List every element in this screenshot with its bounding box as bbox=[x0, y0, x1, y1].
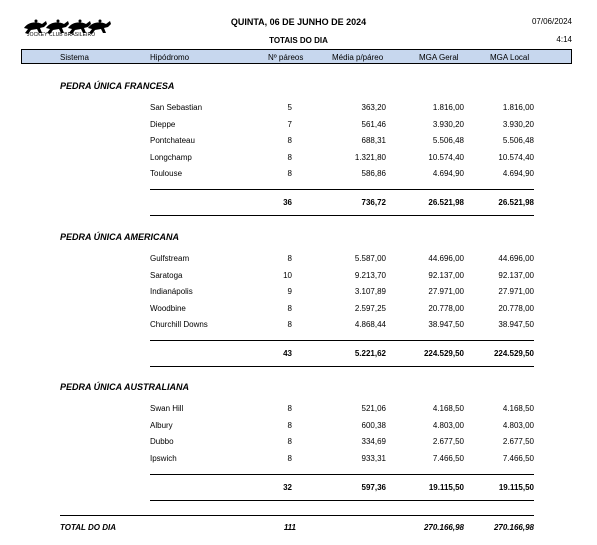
cell-pareos: 10 bbox=[283, 270, 292, 280]
cell-hipodromo: Woodbine bbox=[150, 303, 186, 313]
cell-pareos: 8 bbox=[287, 136, 292, 146]
cell-mga-local: 20.778,00 bbox=[498, 303, 534, 313]
cell-hipodromo: Dubbo bbox=[150, 437, 174, 447]
subtotal-mga-local: 19.115,50 bbox=[498, 482, 534, 492]
cell-pareos: 8 bbox=[287, 453, 292, 463]
cell-mga-local: 44.696,00 bbox=[498, 254, 534, 263]
subtotal-divider bbox=[150, 215, 534, 216]
cell-hipodromo: Gulfstream bbox=[150, 254, 190, 263]
rows-divider bbox=[150, 474, 534, 475]
report-title: QUINTA, 06 DE JUNHO DE 2024 bbox=[230, 17, 367, 27]
cell-media: 4.868,44 bbox=[354, 320, 386, 330]
cell-media: 9.213,70 bbox=[354, 270, 386, 280]
cell-media: 334,69 bbox=[361, 437, 386, 447]
cell-hipodromo: Churchill Downs bbox=[150, 320, 208, 330]
section-title: PEDRA ÚNICA AUSTRALIANA bbox=[60, 382, 189, 392]
cell-pareos: 9 bbox=[287, 287, 292, 297]
cell-pareos: 8 bbox=[287, 420, 292, 430]
col-pareos: Nº páreos bbox=[268, 53, 304, 62]
cell-mga-geral: 44.696,00 bbox=[428, 254, 464, 263]
col-mga-local: MGA Local bbox=[490, 53, 530, 62]
rows-divider bbox=[150, 189, 534, 190]
subtotal-media: 736,72 bbox=[361, 198, 386, 208]
cell-mga-local: 7.466,50 bbox=[502, 453, 534, 463]
cell-mga-geral: 1.816,00 bbox=[432, 103, 464, 112]
cell-mga-geral: 5.506,48 bbox=[432, 136, 464, 146]
cell-hipodromo: Longchamp bbox=[150, 152, 192, 162]
col-hipodromo: Hipódromo bbox=[150, 53, 190, 62]
section-title: PEDRA ÚNICA FRANCESA bbox=[60, 81, 175, 91]
subtotal-pareos: 43 bbox=[283, 349, 292, 359]
subtotal-mga-geral: 19.115,50 bbox=[428, 482, 464, 492]
cell-pareos: 8 bbox=[287, 320, 292, 330]
subtotal-mga-geral: 224.529,50 bbox=[423, 349, 464, 359]
cell-mga-geral: 27.971,00 bbox=[428, 287, 464, 297]
cell-hipodromo: Toulouse bbox=[150, 169, 183, 179]
cell-mga-local: 1.816,00 bbox=[502, 103, 534, 112]
cell-hipodromo: Albury bbox=[150, 420, 173, 430]
cell-mga-local: 4.168,50 bbox=[502, 404, 534, 413]
cell-hipodromo: Pontchateau bbox=[150, 136, 195, 146]
grand-total-pareos: 111 bbox=[283, 523, 296, 532]
subtotal-pareos: 32 bbox=[283, 482, 292, 492]
logo-caption: JOCKEY CLUB BRASILEIRO bbox=[27, 32, 96, 38]
cell-mga-local: 27.971,00 bbox=[498, 287, 534, 297]
cell-pareos: 7 bbox=[287, 119, 292, 129]
cell-mga-geral: 4.694,90 bbox=[432, 169, 464, 179]
cell-mga-geral: 2.677,50 bbox=[432, 437, 464, 447]
subtotal-media: 5.221,62 bbox=[354, 349, 386, 359]
cell-pareos: 8 bbox=[287, 169, 292, 179]
cell-pareos: 8 bbox=[287, 437, 292, 447]
cell-mga-geral: 38.947,50 bbox=[428, 320, 464, 330]
cell-media: 561,46 bbox=[361, 119, 386, 129]
cell-mga-geral: 7.466,50 bbox=[432, 453, 464, 463]
report-time: 4:14 bbox=[556, 35, 572, 44]
column-header-bar bbox=[21, 49, 572, 64]
cell-hipodromo: Dieppe bbox=[150, 119, 176, 129]
cell-mga-local: 5.506,48 bbox=[502, 136, 534, 146]
cell-media: 521,06 bbox=[361, 404, 386, 413]
section-title: PEDRA ÚNICA AMERICANA bbox=[60, 232, 179, 242]
cell-media: 933,31 bbox=[361, 453, 386, 463]
cell-hipodromo: Swan Hill bbox=[150, 404, 184, 413]
cell-mga-geral: 4.803,00 bbox=[432, 420, 464, 430]
grand-total-label: TOTAL DO DIA bbox=[60, 523, 116, 532]
report-subtitle: TOTAIS DO DIA bbox=[269, 36, 328, 45]
report-date: 07/06/2024 bbox=[531, 17, 572, 26]
cell-pareos: 8 bbox=[287, 254, 292, 263]
cell-mga-geral: 3.930,20 bbox=[432, 119, 464, 129]
cell-pareos: 5 bbox=[287, 103, 292, 112]
cell-media: 600,38 bbox=[361, 420, 386, 430]
subtotal-divider bbox=[150, 500, 534, 501]
col-mga-geral: MGA Geral bbox=[419, 53, 459, 62]
cell-hipodromo: San Sebastian bbox=[150, 103, 203, 112]
subtotal-pareos: 36 bbox=[283, 198, 292, 208]
cell-mga-geral: 4.168,50 bbox=[432, 404, 464, 413]
cell-mga-local: 3.930,20 bbox=[502, 119, 534, 129]
cell-mga-local: 38.947,50 bbox=[498, 320, 534, 330]
cell-mga-local: 2.677,50 bbox=[502, 437, 534, 447]
cell-media: 586,86 bbox=[361, 169, 386, 179]
subtotal-media: 597,36 bbox=[361, 482, 386, 492]
cell-hipodromo: Ipswich bbox=[150, 453, 177, 463]
col-media: Média p/páreo bbox=[332, 53, 384, 62]
cell-pareos: 8 bbox=[287, 303, 292, 313]
cell-media: 688,31 bbox=[361, 136, 386, 146]
cell-media: 3.107,89 bbox=[354, 287, 386, 297]
subtotal-mga-geral: 26.521,98 bbox=[428, 198, 464, 208]
col-sistema: Sistema bbox=[60, 53, 89, 62]
cell-mga-local: 4.694,90 bbox=[502, 169, 534, 179]
grand-total-mga-geral: 270.166,98 bbox=[423, 523, 464, 532]
rows-divider bbox=[150, 340, 534, 341]
cell-hipodromo: Indianápolis bbox=[150, 287, 193, 297]
cell-media: 2.597,25 bbox=[354, 303, 386, 313]
cell-mga-geral: 20.778,00 bbox=[428, 303, 464, 313]
cell-media: 5.587,00 bbox=[354, 254, 386, 263]
subtotal-mga-local: 224.529,50 bbox=[493, 349, 534, 359]
cell-hipodromo: Saratoga bbox=[150, 270, 183, 280]
grand-total-divider bbox=[60, 515, 534, 516]
subtotal-mga-local: 26.521,98 bbox=[498, 198, 534, 208]
cell-mga-local: 10.574,40 bbox=[498, 152, 534, 162]
cell-media: 1.321,80 bbox=[354, 152, 386, 162]
cell-pareos: 8 bbox=[287, 404, 292, 413]
cell-mga-geral: 10.574,40 bbox=[428, 152, 464, 162]
subtotal-divider bbox=[150, 366, 534, 367]
cell-mga-geral: 92.137,00 bbox=[428, 270, 464, 280]
cell-media: 363,20 bbox=[361, 103, 386, 112]
cell-mga-local: 92.137,00 bbox=[498, 270, 534, 280]
cell-pareos: 8 bbox=[287, 152, 292, 162]
grand-total-mga-local: 270.166,98 bbox=[493, 523, 534, 532]
cell-mga-local: 4.803,00 bbox=[502, 420, 534, 430]
